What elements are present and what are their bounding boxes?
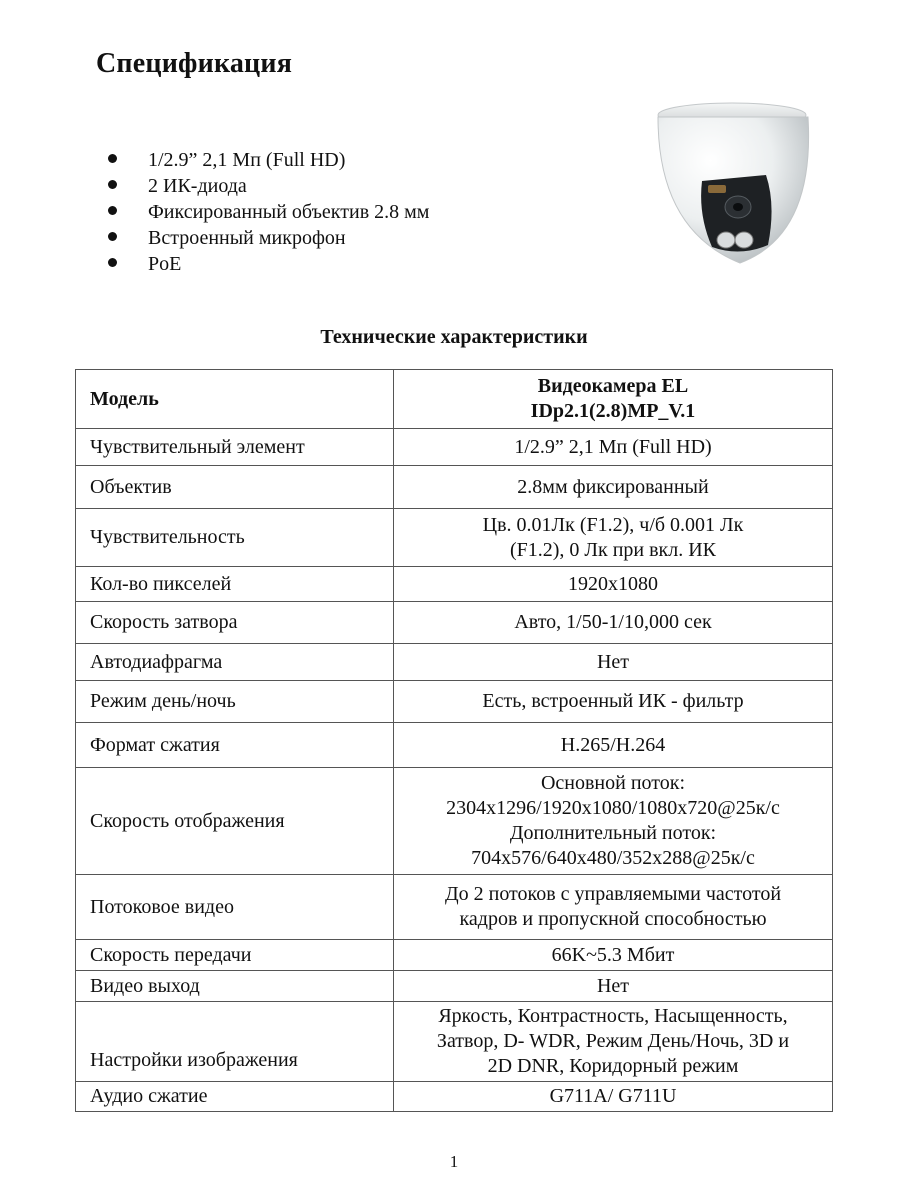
row-label: Объектив	[76, 466, 394, 509]
row-label: Формат сжатия	[76, 723, 394, 768]
row-value	[394, 723, 833, 768]
row-label: Скорость передачи	[76, 940, 394, 971]
value-line: 704x576/640x480/352x288@25к/с	[471, 847, 755, 869]
feature-item	[108, 199, 429, 225]
value-line: H.265/H.264	[560, 733, 666, 756]
table-row	[76, 466, 833, 509]
row-label: Автодиафрагма	[76, 644, 394, 681]
feature-item	[108, 225, 429, 251]
page-title: Спецификация	[96, 48, 293, 79]
table-row	[76, 940, 833, 971]
row-value	[394, 509, 833, 567]
table-row	[76, 681, 833, 723]
table-row	[76, 768, 833, 875]
header-value	[394, 370, 833, 429]
row-label: Чувствительный элемент	[76, 429, 394, 466]
table-row	[76, 875, 833, 940]
row-label: Чувствительность	[76, 509, 394, 567]
table-header-row	[76, 370, 833, 429]
table-row	[76, 644, 833, 681]
feature-text: 2 ИК-диода	[148, 175, 247, 197]
value-line: Яркость, Контрастность, Насыщенность,	[438, 1005, 788, 1027]
value-line: 2.8мм фиксированный	[517, 475, 709, 498]
row-label: Скорость затвора	[76, 602, 394, 644]
spec-table	[75, 369, 833, 1112]
row-value	[394, 567, 833, 602]
bullet-icon	[108, 206, 117, 215]
table-row	[76, 567, 833, 602]
value-line: 1920x1080	[568, 572, 658, 595]
feature-item	[108, 173, 429, 199]
value-line: кадров и пропускной способностью	[459, 908, 767, 930]
value-line: До 2 потоков с управляемыми частотой	[444, 883, 782, 905]
row-label: Аудио сжатие	[76, 1082, 394, 1112]
value-line: 66K~5.3 Мбит	[551, 943, 675, 966]
value-line: Нет	[596, 974, 630, 997]
header-label: Модель	[76, 370, 394, 429]
bullet-icon	[108, 258, 117, 267]
value-line: Есть, встроенный ИК - фильтр	[482, 690, 744, 712]
table-row	[76, 429, 833, 466]
row-label: Скорость отображения	[76, 768, 394, 875]
bullet-icon	[108, 180, 117, 189]
table-row	[76, 971, 833, 1002]
row-label: Потоковое видео	[76, 875, 394, 940]
value-line: 1/2.9” 2,1 Мп (Full HD)	[514, 435, 712, 458]
feature-item	[108, 251, 429, 277]
value-line: Затвор, D- WDR, Режим День/Ночь, 3D и	[436, 1030, 790, 1052]
value-line: G711A/ G711U	[549, 1085, 677, 1107]
row-value	[394, 1082, 833, 1112]
row-value	[394, 940, 833, 971]
row-label: Режим день/ночь	[76, 681, 394, 723]
bullet-icon	[108, 154, 117, 163]
page-number: 1	[449, 1152, 459, 1171]
value-line: Нет	[596, 650, 630, 673]
feature-item	[108, 147, 429, 173]
row-value	[394, 768, 833, 875]
row-value	[394, 971, 833, 1002]
dome-camera-image	[640, 95, 820, 275]
value-line: (F1.2), 0 Лк при вкл. ИК	[509, 538, 717, 561]
feature-text: Фиксированный объектив 2.8 мм	[148, 201, 430, 223]
value-line: 2304x1296/1920x1080/1080x720@25к/с	[446, 797, 780, 819]
value-line: Дополнительный поток:	[509, 822, 717, 844]
row-value	[394, 1002, 833, 1082]
value-line: Цв. 0.01Лк (F1.2), ч/б 0.001 Лк	[482, 513, 744, 536]
row-label: Кол-во пикселей	[76, 567, 394, 602]
feature-text: PoE	[148, 253, 182, 275]
value-line: Авто, 1/50-1/10,000 сек	[514, 611, 712, 633]
row-value	[394, 681, 833, 723]
row-value	[394, 429, 833, 466]
value-line: 2D DNR, Коридорный режим	[487, 1055, 739, 1077]
row-value	[394, 466, 833, 509]
feature-text: 1/2.9” 2,1 Мп (Full HD)	[148, 149, 346, 171]
table-row	[76, 509, 833, 567]
table-row	[76, 723, 833, 768]
header-value-line: IDp2.1(2.8)MP_V.1	[530, 400, 696, 422]
value-line: Основной поток:	[540, 772, 686, 794]
table-row	[76, 1002, 833, 1082]
table-row	[76, 1082, 833, 1112]
row-label: Видео выход	[76, 971, 394, 1002]
row-label: Настройки изображения	[76, 1002, 394, 1082]
table-title: Технические характеристики	[320, 326, 588, 348]
row-value	[394, 644, 833, 681]
feature-list	[108, 147, 429, 277]
feature-text: Встроенный микрофон	[148, 227, 346, 249]
bullet-icon	[108, 232, 117, 241]
table-row	[76, 602, 833, 644]
row-value	[394, 875, 833, 940]
header-value-line: Видеокамера EL	[537, 375, 689, 397]
row-value	[394, 602, 833, 644]
